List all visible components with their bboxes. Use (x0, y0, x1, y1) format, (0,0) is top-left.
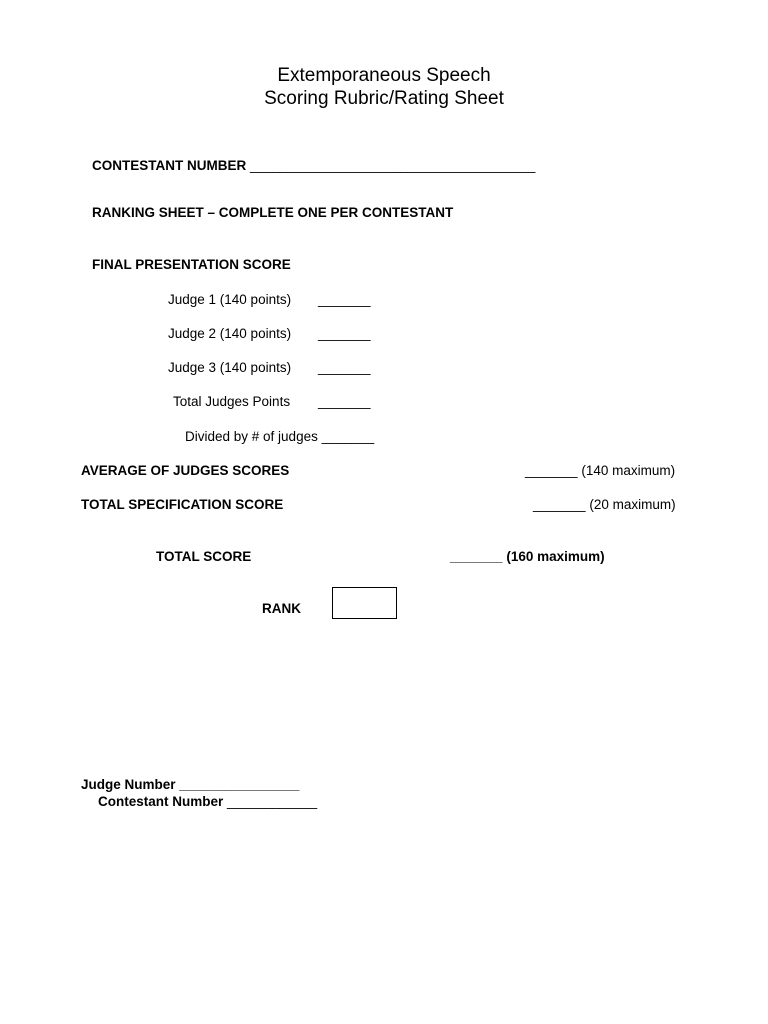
judge-3-label: Judge 3 (140 points) (168, 360, 292, 375)
total-specification-score-value (533, 498, 676, 512)
total-specification-score-label: TOTAL SPECIFICATION SCORE (81, 497, 284, 512)
footer-contestant-number-label: Contestant Number (98, 794, 224, 809)
total-score-value (450, 550, 605, 564)
footer-contestant-number-blank[interactable]: ____________ (227, 794, 318, 809)
total-score-label: TOTAL SCORE (156, 549, 252, 564)
ranking-sheet-instruction: RANKING SHEET – COMPLETE ONE PER CONTESTANT (92, 205, 454, 220)
judge-number-label: Judge Number (81, 777, 176, 792)
judge-3-row (168, 361, 291, 375)
judge-1-row (168, 293, 291, 307)
judge-2-label: Judge 2 (140 points) (168, 326, 292, 341)
judge-2-row (168, 327, 291, 341)
judge-1-label: Judge 1 (140 points) (168, 292, 292, 307)
average-judges-scores-value (525, 464, 675, 478)
judge-1-blank[interactable]: _______ (318, 292, 371, 307)
divided-by-judges-blank[interactable]: _______ (321, 429, 375, 444)
judge-2-blank[interactable]: _______ (318, 326, 371, 341)
total-score-blank[interactable]: _______ (450, 549, 503, 564)
contestant-number-blank[interactable]: ______________________________________ (250, 158, 536, 173)
footer-contestant-number-row (98, 795, 317, 809)
divided-by-judges-label: Divided by # of judges (185, 429, 318, 444)
total-judges-points-label: Total Judges Points (173, 394, 291, 409)
contestant-number-label: CONTESTANT NUMBER (92, 158, 247, 173)
divided-by-judges-row (185, 430, 374, 444)
total-specification-score-max: (20 maximum) (589, 497, 676, 512)
rank-input-box[interactable] (332, 587, 397, 619)
judge-number-row (81, 778, 299, 792)
total-specification-score-blank[interactable]: _______ (533, 497, 586, 512)
judge-3-blank[interactable]: _______ (318, 360, 371, 375)
document-title-line1: Extemporaneous Speech (277, 65, 491, 86)
average-judges-scores-blank[interactable]: _______ (525, 463, 578, 478)
contestant-number-row (92, 159, 535, 173)
total-score-max: (160 maximum) (506, 549, 605, 564)
average-judges-scores-max: (140 maximum) (581, 463, 676, 478)
final-presentation-score-heading: FINAL PRESENTATION SCORE (92, 257, 291, 272)
judge-number-blank[interactable]: ________________ (179, 777, 300, 792)
document-title-line2: Scoring Rubric/Rating Sheet (264, 88, 504, 109)
total-judges-points-blank[interactable]: _______ (318, 394, 371, 409)
average-judges-scores-label: AVERAGE OF JUDGES SCORES (81, 463, 290, 478)
rank-label: RANK (262, 601, 301, 616)
